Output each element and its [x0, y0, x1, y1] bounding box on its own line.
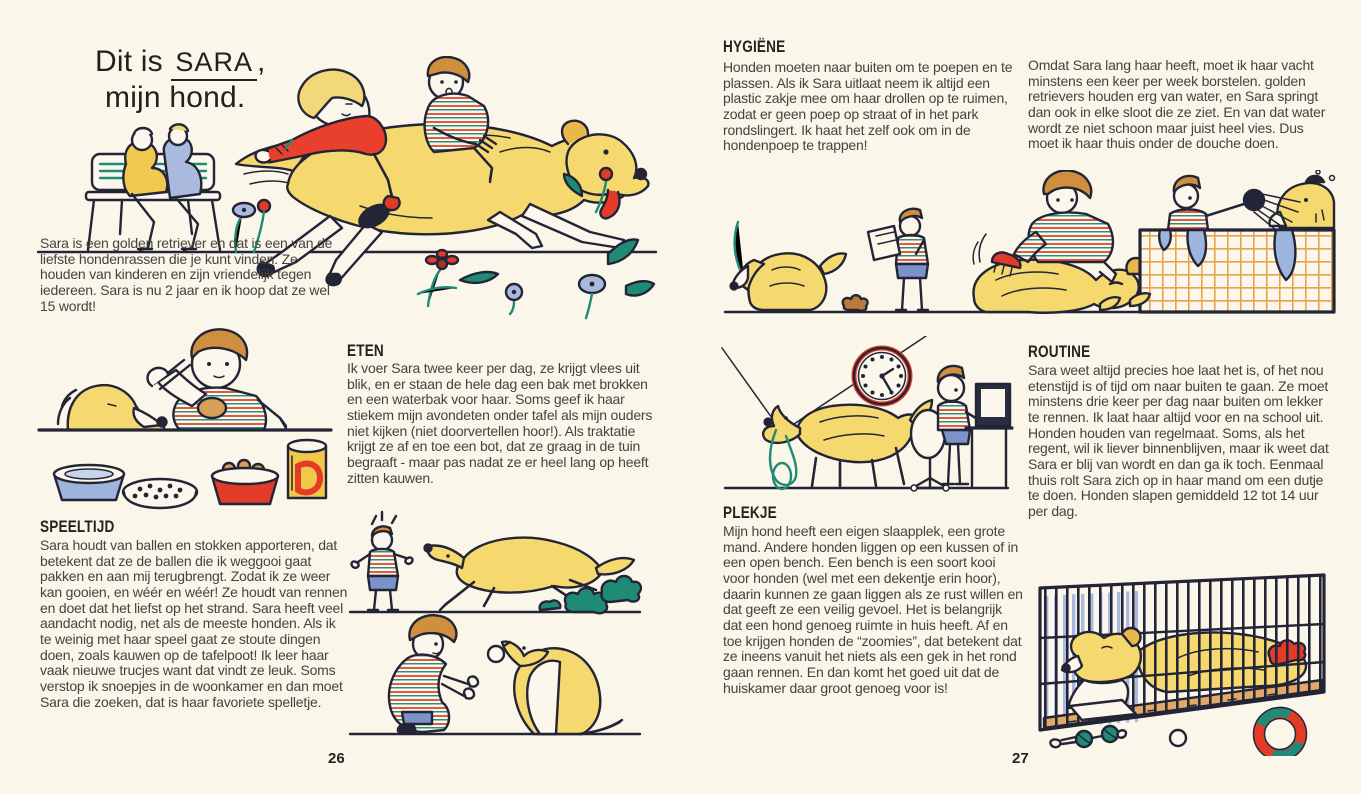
intro-paragraph: Sara is een golden retriever en dat is een van de liefste hondenrassen die je kunt vinden. Ze houden van kinderen en zijn vriendelijk tegen iedereen. Sara is nu 2 jaar en ik hoop dat ze wel 15 wordt! — [40, 235, 333, 314]
title-line2: mijn hond. — [105, 81, 246, 114]
wall-clock — [854, 348, 910, 404]
pooping-dog — [731, 222, 868, 311]
page-number-right: 27 — [1012, 750, 1029, 767]
desk-setup — [911, 366, 1012, 491]
section-heading-routine: ROUTINE — [1028, 342, 1091, 361]
water-bowl — [54, 465, 124, 500]
dog-being-brushed — [974, 258, 1146, 313]
food-bowl — [212, 460, 278, 504]
hygiene-illustration — [720, 170, 1336, 332]
dog-with-leash — [763, 400, 932, 489]
feeding-illustration — [34, 326, 336, 512]
page-number-left: 26 — [328, 750, 345, 767]
plekje-paragraph: Mijn hond heeft een eigen slaapplek, een grote mand. Andere honden liggen op een kussen of in een open bench. Een bench is een soort kooi voor honden (wel met een dekentje erin hoor), daarin kunnen ze gaan liggen als ze rust willen en dat geeft ze een veilig gevoel. Het is belangrijk dat een hond genoeg ruimte in huis heeft. Af en toe krijgen honden de “zoomies”, dat betekent dat ze ineens vanuit het niets als een gek in het rond gaan rennen. En dan komt het goed uit dat de huiskamer daar groot genoeg voor is! — [723, 523, 1023, 696]
dog-peeking-over-table — [58, 385, 167, 430]
playtime-illustration — [344, 506, 646, 744]
dog-food-can — [288, 440, 326, 498]
surprised-boy — [352, 512, 413, 610]
eten-paragraph: Ik voer Sara twee keer per dag, ze krijgt vlees uit blik, en er staan de hele dag een bak met brokken en een waterbak voor haar. Soms geef ik haar stiekem mijn avondeten onder tafel als mijn ouders niet kijken (niet doorvertellen hoor!). Als traktatie krijgt ze af en toe een bot, dat ze graag in de tuin begraaft - maar pas nadat ze er heel lang op heeft zitten kauwen. — [347, 360, 653, 486]
routine-paragraph: Sara weet altijd precies hoe laat het is, of het nou etenstijd is of tijd om naar buiten te gaan. Ze moet minstens drie keer per dag naar buiten om lekker te rennen. Ik laat haar altijd voor en na school uit. Honden houden van regelmaat. Soms, als het regent, wil ik liever binnenblijven, maar ik weet dat Sara er blij van wordt en dan ga ik toch. Eenmaal thuis rolt Sara zich op in haar mand om een dutje te doen. Honden slapen gemiddeld 12 tot 14 uur per dag. — [1028, 362, 1329, 520]
section-heading-eten: ETEN — [347, 341, 384, 360]
rope-toy — [1050, 726, 1126, 747]
sitting-dog-with-ball — [488, 642, 622, 734]
boy-at-table — [148, 329, 287, 430]
title-comma: , — [256, 45, 266, 78]
dog-crate-illustration — [1018, 542, 1342, 756]
hygiene-paragraph-col2: Omdat Sara lang haar heeft, moet ik haar vacht minstens een keer per week borstelen. golden retrievers houden erg van water, en Sara springt dan ook in elke sloot die ze ziet. En van dat water wordt ze niet schoon maar juist heel vies. Dus moet ik haar thuis onder de douche doen. — [1028, 57, 1326, 152]
hygiene-paragraph-col1: Honden moeten naar buiten om te poepen en te plassen. Als ik Sara uitlaat neem ik altijd een plastic zakje mee om haar drollen op te ruimen, zodat er geen poep op straat of in het park rondslingert. Ik haat het zelf ook om in de hondenpoep te trappen! — [723, 59, 1013, 154]
section-heading-hygiene: HYGIËNE — [723, 37, 786, 56]
kibble-bowl — [123, 479, 197, 508]
title-prefix: Dit is — [95, 45, 163, 78]
section-heading-speeltijd: SPEELTIJD — [40, 517, 115, 536]
speeltijd-paragraph: Sara houdt van ballen en stokken apporteren, dat betekent dat ze de ballen die ik weggooi gaat pakken en aan mij terugbrengt. Zodat ik ze weer kan gooien, en wéér en wéér! Ze houdt van rennen en doet dat het liefst op het strand. Sara heeft veel aandacht nodig, net als de meeste honden. Als ik te weinig met haar speel gaat ze stoute dingen doen, zoals kauwen op de tafelpoot! Ik leer haar vaak nieuwe trucjes want dat vindt ze leuk. Soms verstop ik snoepjes in de woonkamer en dan moet Sara die zoeken, dat is haar favoriete spelletje. — [40, 537, 348, 710]
boy-with-bag — [868, 209, 928, 310]
ring-toy — [1254, 708, 1307, 757]
title-dog-name: SARA — [171, 47, 257, 81]
couple-on-bench — [123, 124, 201, 250]
routine-illustration — [720, 336, 1014, 502]
crouching-boy — [389, 615, 478, 732]
section-heading-plekje: PLEKJE — [723, 503, 777, 522]
